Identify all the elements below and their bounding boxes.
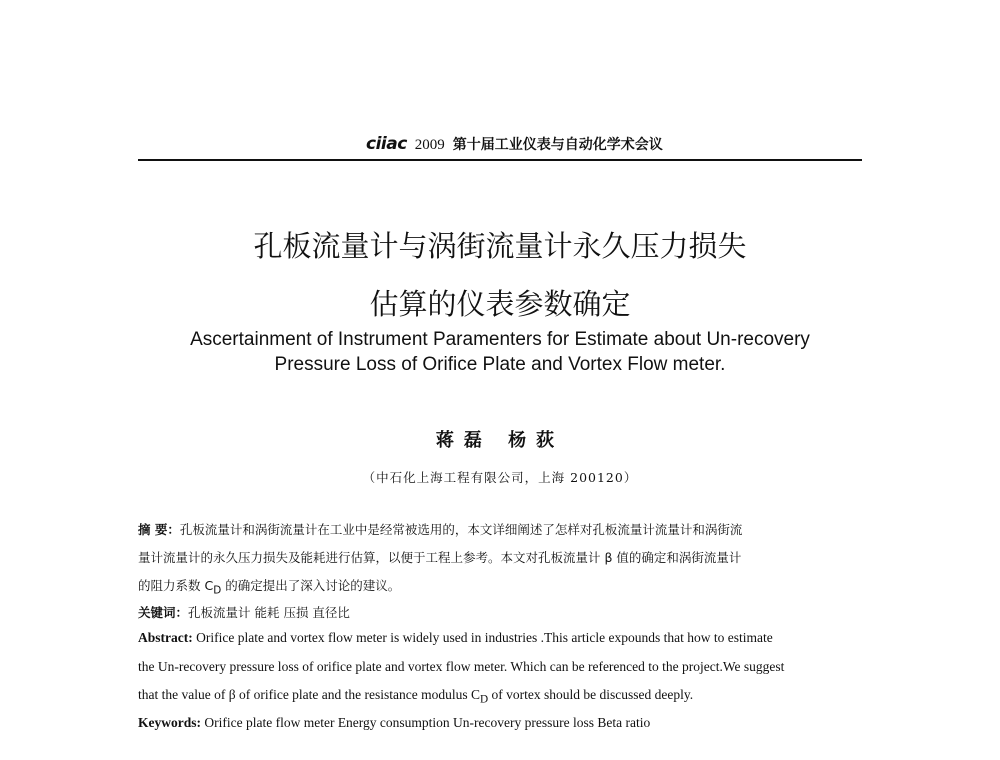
abstract-cn-line-1 xyxy=(138,520,742,538)
abstract-en-text-3a: that the value of β of orifice plate and the resistance modulus C xyxy=(138,687,481,702)
keywords-en xyxy=(138,715,650,731)
affiliation: （中石化上海工程有限公司，上海 200120） xyxy=(362,470,638,485)
english-title-line-2: Pressure Loss of Orifice Plate and Vortex Flow meter. xyxy=(274,354,726,375)
abstract-en-label: Abstract: xyxy=(138,630,193,645)
conference-name: 第十届工业仪表与自动化学术会议 xyxy=(452,137,663,153)
abstract-en-line-3 xyxy=(138,687,693,706)
authors: 蒋磊 杨荻 xyxy=(435,430,565,451)
conference-logo: ciiac xyxy=(366,134,407,154)
abstract-en-line-1 xyxy=(138,630,773,646)
keywords-en-label: Keywords: xyxy=(138,715,201,730)
chinese-title-line-1: 孔板流量计与涡街流量计永久压力损失 xyxy=(253,229,747,263)
conference-year: 2009 xyxy=(414,137,445,153)
keywords-en-text: Orifice plate flow meter Energy consumption Un-recovery pressure loss Beta ratio xyxy=(201,715,651,730)
abstract-cn-line-3 xyxy=(138,576,400,597)
abstract-cn-label: 摘 要： xyxy=(138,522,180,537)
abstract-cn-text-3a: 的阻力系数 C xyxy=(138,578,214,593)
abstract-cn-text-3b: 的确定提出了深入讨论的建议。 xyxy=(221,578,401,593)
abstract-cn-line-2: 量计流量计的永久压力损失及能耗进行估算，以便于工程上参考。本文对孔板流量计 β 值的确定和涡街流量计 xyxy=(138,550,742,565)
chinese-title-line-2: 估算的仪表参数确定 xyxy=(369,287,631,321)
keywords-cn-label: 关键词： xyxy=(138,605,189,620)
header-rule xyxy=(138,159,862,161)
keywords-cn-text: 孔板流量计 能耗 压损 直径比 xyxy=(188,605,350,620)
abstract-cn-text-1: 孔板流量计和涡街流量计在工业中是经常被选用的，本文详细阐述了怎样对孔板流量计流量计和涡街流 xyxy=(179,522,743,537)
abstract-en-text-1: Orifice plate and vortex flow meter is widely used in industries .This article expounds that how to estimate xyxy=(192,630,773,645)
english-title-line-1: Ascertainment of Instrument Paramenters for Estimate about Un-recovery xyxy=(190,329,810,350)
abstract-en-line-2: the Un-recovery pressure loss of orifice plate and vortex flow meter. Which can be referenced to the project.We suggest xyxy=(138,659,785,674)
keywords-cn xyxy=(138,603,350,621)
abstract-cn-subscript: D xyxy=(213,584,222,597)
abstract-en-text-3b: of vortex should be discussed deeply. xyxy=(488,687,694,702)
abstract-en-subscript: D xyxy=(480,693,489,706)
running-header xyxy=(0,134,1000,158)
